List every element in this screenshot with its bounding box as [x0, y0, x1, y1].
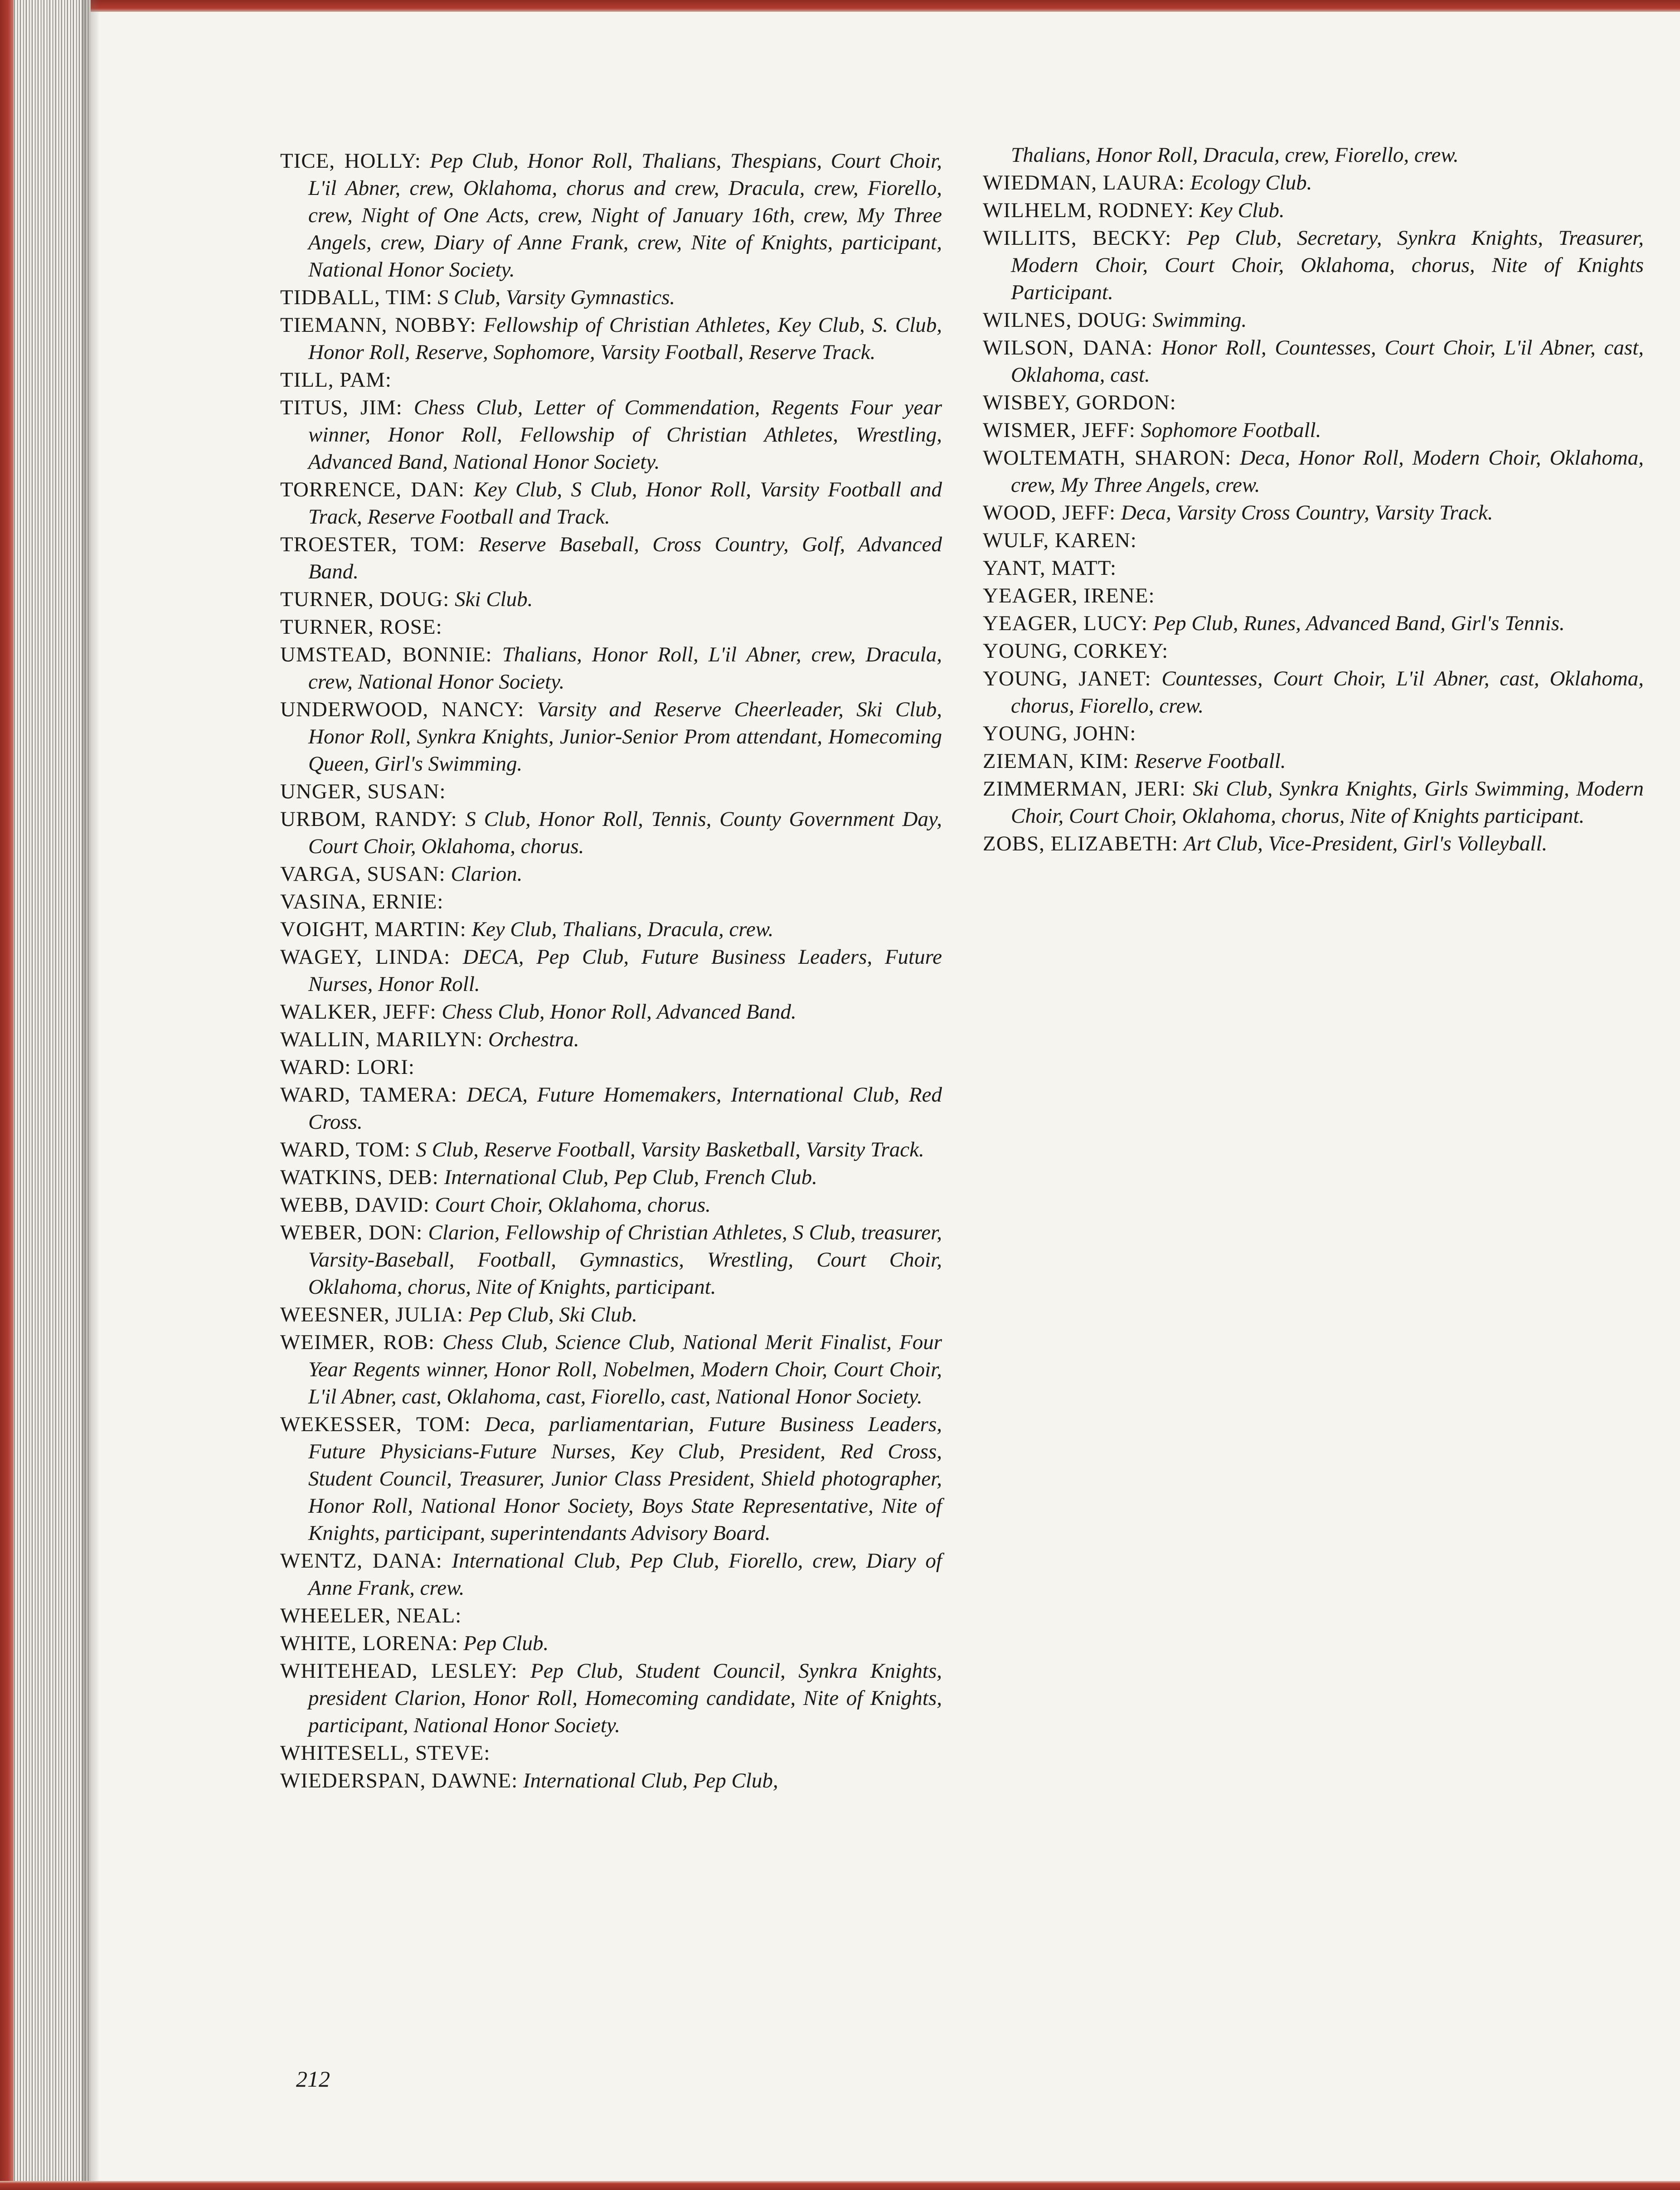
roster-entry	[983, 389, 1644, 416]
roster-entry	[983, 665, 1644, 719]
student-name: WALLIN, MARILYN:	[280, 1028, 483, 1051]
roster-entry	[280, 1767, 942, 1794]
entry-activities: Sophomore Football.	[1141, 418, 1321, 442]
roster-entry	[280, 860, 942, 888]
roster-entry	[983, 720, 1644, 747]
entry-activities: Clarion.	[451, 862, 523, 886]
entry-activities: Fellowship of Christian Athletes, Key Club, S. Club, Honor Roll, Reserve, Sophomore, Varsity Football, Reserve Track.	[308, 313, 942, 364]
entry-activities: Thalians, Honor Roll, Dracula, crew, Fiorello, crew.	[1011, 143, 1459, 167]
book-cover-bottom-edge	[0, 2181, 1680, 2190]
entry-activities: Key Club, S Club, Honor Roll, Varsity Football and Track, Reserve Football and Track.	[308, 478, 942, 529]
student-name: YOUNG, JANET:	[983, 667, 1151, 690]
student-name: UMSTEAD, BONNIE:	[280, 643, 492, 666]
entry-activities: DECA, Future Homemakers, International Club, Red Cross.	[308, 1083, 942, 1134]
student-name: WOOD, JEFF:	[983, 501, 1116, 524]
roster-entry	[983, 527, 1644, 554]
entry-activities: Reserve Football.	[1134, 749, 1286, 773]
entry-activities: Thalians, Honor Roll, L'il Abner, crew, Dracula, crew, National Honor Society.	[308, 643, 942, 694]
student-name: WARD: LORI:	[280, 1055, 415, 1079]
entry-activities: Pep Club, Ski Club.	[468, 1303, 637, 1326]
student-name: TURNER, ROSE:	[280, 615, 442, 639]
roster-entry	[280, 806, 942, 860]
roster-entry	[280, 394, 942, 476]
student-name: WHITESELL, STEVE:	[280, 1741, 490, 1765]
student-name: WILNES, DOUG:	[983, 308, 1147, 332]
entry-activities: Ski Club.	[455, 588, 533, 611]
roster-entry	[280, 1054, 942, 1081]
roster-entry	[983, 637, 1644, 665]
entry-activities: Pep Club, Secretary, Synkra Knights, Treasurer, Modern Choir, Court Choir, Oklahoma, chorus, Nite of Knights Participant.	[1011, 226, 1644, 304]
student-name: WAGEY, LINDA:	[280, 945, 451, 969]
roster-entry	[280, 1219, 942, 1301]
roster-entry	[983, 169, 1644, 196]
student-name: TROESTER, TOM:	[280, 533, 466, 556]
entry-activities: Clarion, Fellowship of Christian Athletes, S Club, treasurer, Varsity-Baseball, Football, Gymnastics, Wrestling, Court Choir, Oklahoma, chorus, Nite of Knights, participant.	[308, 1221, 942, 1299]
entry-activities: Honor Roll, Countesses, Court Choir, L'il Abner, cast, Oklahoma, cast.	[1011, 336, 1644, 387]
student-name: WHITEHEAD, LESLEY:	[280, 1659, 518, 1683]
entry-activities: International Club, Pep Club, Fiorello, crew, Diary of Anne Frank, crew.	[308, 1549, 942, 1600]
entry-activities: S Club, Varsity Gymnastics.	[437, 286, 675, 309]
student-name: WEKESSER, TOM:	[280, 1413, 471, 1436]
student-name: TURNER, DOUG:	[280, 588, 450, 611]
entry-activities: Deca, parliamentarian, Future Business Leaders, Future Physicians-Future Nurses, Key Club, President, Red Cross, Student Council, Treasurer, Junior Class President, Shield photographer, Honor Roll, National Honor Society, Boys State Representative, Nite of Knights, participant, superintendants Advisory Board.	[308, 1413, 942, 1545]
page-number: 212	[296, 2066, 330, 2092]
student-name: WIEDERSPAN, DAWNE:	[280, 1769, 518, 1792]
entry-activities: Key Club.	[1199, 199, 1285, 222]
roster-entry	[280, 1191, 942, 1219]
student-name: WARD, TOM:	[280, 1138, 411, 1161]
roster-entry	[280, 998, 942, 1025]
roster-entry	[983, 197, 1644, 224]
student-name: UNGER, SUSAN:	[280, 780, 446, 803]
entry-activities: Art Club, Vice-President, Girl's Volleyball.	[1183, 832, 1548, 855]
roster-entry	[983, 830, 1644, 857]
roster-entry	[280, 1602, 942, 1629]
entry-activities: Court Choir, Oklahoma, chorus.	[435, 1193, 711, 1217]
right-column	[983, 141, 1644, 858]
book-page-edges	[0, 0, 91, 2190]
student-name: WILLITS, BECKY:	[983, 226, 1172, 250]
student-name: WISMER, JEFF:	[983, 418, 1136, 442]
student-name: WALKER, JEFF:	[280, 1000, 437, 1024]
entry-activities: Pep Club.	[463, 1632, 549, 1655]
entry-activities: Key Club, Thalians, Dracula, crew.	[471, 918, 774, 941]
student-name: TIDBALL, TIM:	[280, 286, 432, 309]
entry-activities: Deca, Varsity Cross Country, Varsity Track.	[1121, 501, 1493, 524]
roster-entry	[280, 778, 942, 805]
student-name: WEIMER, ROB:	[280, 1331, 435, 1354]
left-column	[280, 147, 942, 1795]
roster-entry	[280, 1026, 942, 1053]
entry-activities: Ski Club, Synkra Knights, Girls Swimming, Modern Choir, Court Choir, Oklahoma, chorus, Nite of Knights participant.	[1011, 777, 1644, 828]
entry-activities: Chess Club, Honor Roll, Advanced Band.	[442, 1000, 796, 1024]
book-cover-top-edge	[0, 0, 1680, 12]
roster-entry	[280, 476, 942, 530]
student-name: WISBEY, GORDON:	[983, 391, 1176, 414]
student-name: WHEELER, NEAL:	[280, 1604, 462, 1627]
roster-entry	[983, 775, 1644, 830]
entry-activities: Pep Club, Student Council, Synkra Knights, president Clarion, Honor Roll, Homecoming candidate, Nite of Knights, participant, National Honor Society.	[308, 1659, 942, 1737]
student-name: WILSON, DANA:	[983, 336, 1153, 359]
student-name: TIEMANN, NOBBY:	[280, 313, 476, 337]
student-name: WIEDMAN, LAURA:	[983, 171, 1185, 194]
roster-entry	[280, 696, 942, 777]
student-name: WARD, TAMERA:	[280, 1083, 457, 1107]
student-name: ZOBS, ELIZABETH:	[983, 832, 1179, 855]
student-name: WEBER, DON:	[280, 1221, 423, 1244]
student-name: TICE, HOLLY:	[280, 149, 421, 173]
student-name: WENTZ, DANA:	[280, 1549, 442, 1573]
roster-entry	[280, 1547, 942, 1602]
student-name: WATKINS, DEB:	[280, 1165, 439, 1189]
roster-entry	[280, 1081, 942, 1136]
roster-entry	[983, 554, 1644, 582]
roster-entry	[983, 306, 1644, 334]
entry-activities: Reserve Baseball, Cross Country, Golf, Advanced Band.	[308, 533, 942, 583]
roster-entry	[983, 582, 1644, 609]
student-name: YEAGER, LUCY:	[983, 612, 1148, 635]
entry-activities: Pep Club, Honor Roll, Thalians, Thespians, Court Choir, L'il Abner, crew, Oklahoma, chorus and crew, Dracula, crew, Fiorello, crew, Night of One Acts, crew, Night of January 16th, crew, My Three Angels, crew, Diary of Anne Frank, crew, Nite of Knights, participant, National Honor Society.	[308, 149, 942, 282]
student-name: WEBB, DAVID:	[280, 1193, 430, 1217]
student-name: ZIMMERMAN, JERI:	[983, 777, 1186, 801]
roster-entry	[280, 1630, 942, 1657]
entry-activities: Deca, Honor Roll, Modern Choir, Oklahoma, crew, My Three Angels, crew.	[1011, 446, 1644, 497]
continuation-entry	[983, 141, 1644, 169]
student-name: ZIEMAN, KIM:	[983, 749, 1129, 773]
student-name: YOUNG, CORKEY:	[983, 639, 1169, 663]
student-name: WULF, KAREN:	[983, 529, 1137, 552]
roster-entry	[280, 311, 942, 366]
student-name: YEAGER, IRENE:	[983, 584, 1155, 607]
roster-entry	[983, 417, 1644, 444]
entry-activities: DECA, Pep Club, Future Business Leaders, Future Nurses, Honor Roll.	[308, 945, 942, 996]
student-name: WILHELM, RODNEY:	[983, 199, 1194, 222]
student-name: YANT, MATT:	[983, 556, 1117, 580]
right-column-entries	[983, 169, 1644, 857]
entry-activities: Ecology Club.	[1190, 171, 1312, 194]
student-name: TITUS, JIM:	[280, 396, 403, 419]
entry-activities: Swimming.	[1152, 308, 1247, 332]
student-name: WHITE, LORENA:	[280, 1632, 458, 1655]
entry-activities: Orchestra.	[488, 1028, 579, 1051]
roster-entry	[983, 499, 1644, 526]
roster-entry	[280, 284, 942, 311]
entry-activities: Varsity and Reserve Cheerleader, Ski Club, Honor Roll, Synkra Knights, Junior-Senior Prom attendant, Homecoming Queen, Girl's Swimming.	[308, 698, 942, 776]
student-name: WOLTEMATH, SHARON:	[983, 446, 1232, 470]
student-name: TORRENCE, DAN:	[280, 478, 465, 501]
entry-activities: Chess Club, Science Club, National Merit Finalist, Four Year Regents winner, Honor Roll, Nobelmen, Modern Choir, Court Choir, L'il Abner, cast, Oklahoma, cast, Fiorello, cast, National Honor Society.	[308, 1331, 942, 1408]
roster-entry	[280, 641, 942, 695]
entry-activities: Countesses, Court Choir, L'il Abner, cast, Oklahoma, chorus, Fiorello, crew.	[1011, 667, 1644, 718]
entry-activities: International Club, Pep Club, French Club.	[444, 1165, 817, 1189]
student-name: WEESNER, JULIA:	[280, 1303, 464, 1326]
entry-activities: International Club, Pep Club,	[523, 1769, 778, 1792]
roster-entry	[280, 1739, 942, 1767]
roster-entry	[983, 334, 1644, 388]
roster-entry	[280, 1329, 942, 1410]
entry-activities: S Club, Honor Roll, Tennis, County Government Day, Court Choir, Oklahoma, chorus.	[308, 807, 942, 858]
roster-entry	[280, 366, 942, 393]
roster-entry	[983, 748, 1644, 775]
roster-entry	[280, 586, 942, 613]
roster-entry	[280, 916, 942, 943]
entry-activities: Pep Club, Runes, Advanced Band, Girl's Tennis.	[1153, 612, 1565, 635]
roster-entry	[280, 613, 942, 641]
student-name: VOIGHT, MARTIN:	[280, 918, 466, 941]
entry-activities: Chess Club, Letter of Commendation, Regents Four year winner, Honor Roll, Fellowship of Christian Athletes, Wrestling, Advanced Band, National Honor Society.	[308, 396, 942, 474]
roster-entry	[280, 1657, 942, 1739]
roster-entry	[280, 943, 942, 998]
roster-entry	[280, 531, 942, 585]
student-name: UNDERWOOD, NANCY:	[280, 698, 524, 721]
roster-entry	[280, 1411, 942, 1547]
roster-entry	[280, 1136, 942, 1163]
roster-entry	[280, 888, 942, 915]
student-name: TILL, PAM:	[280, 368, 392, 392]
roster-entry	[983, 610, 1644, 637]
student-name: YOUNG, JOHN:	[983, 722, 1136, 745]
roster-entry	[983, 224, 1644, 306]
student-name: VASINA, ERNIE:	[280, 890, 444, 913]
roster-entry	[983, 444, 1644, 499]
entry-activities: S Club, Reserve Football, Varsity Basketball, Varsity Track.	[416, 1138, 924, 1161]
student-name: VARGA, SUSAN:	[280, 862, 446, 886]
roster-entry	[280, 1301, 942, 1328]
student-name: URBOM, RANDY:	[280, 807, 457, 831]
roster-entry	[280, 147, 942, 283]
roster-entry	[280, 1164, 942, 1191]
